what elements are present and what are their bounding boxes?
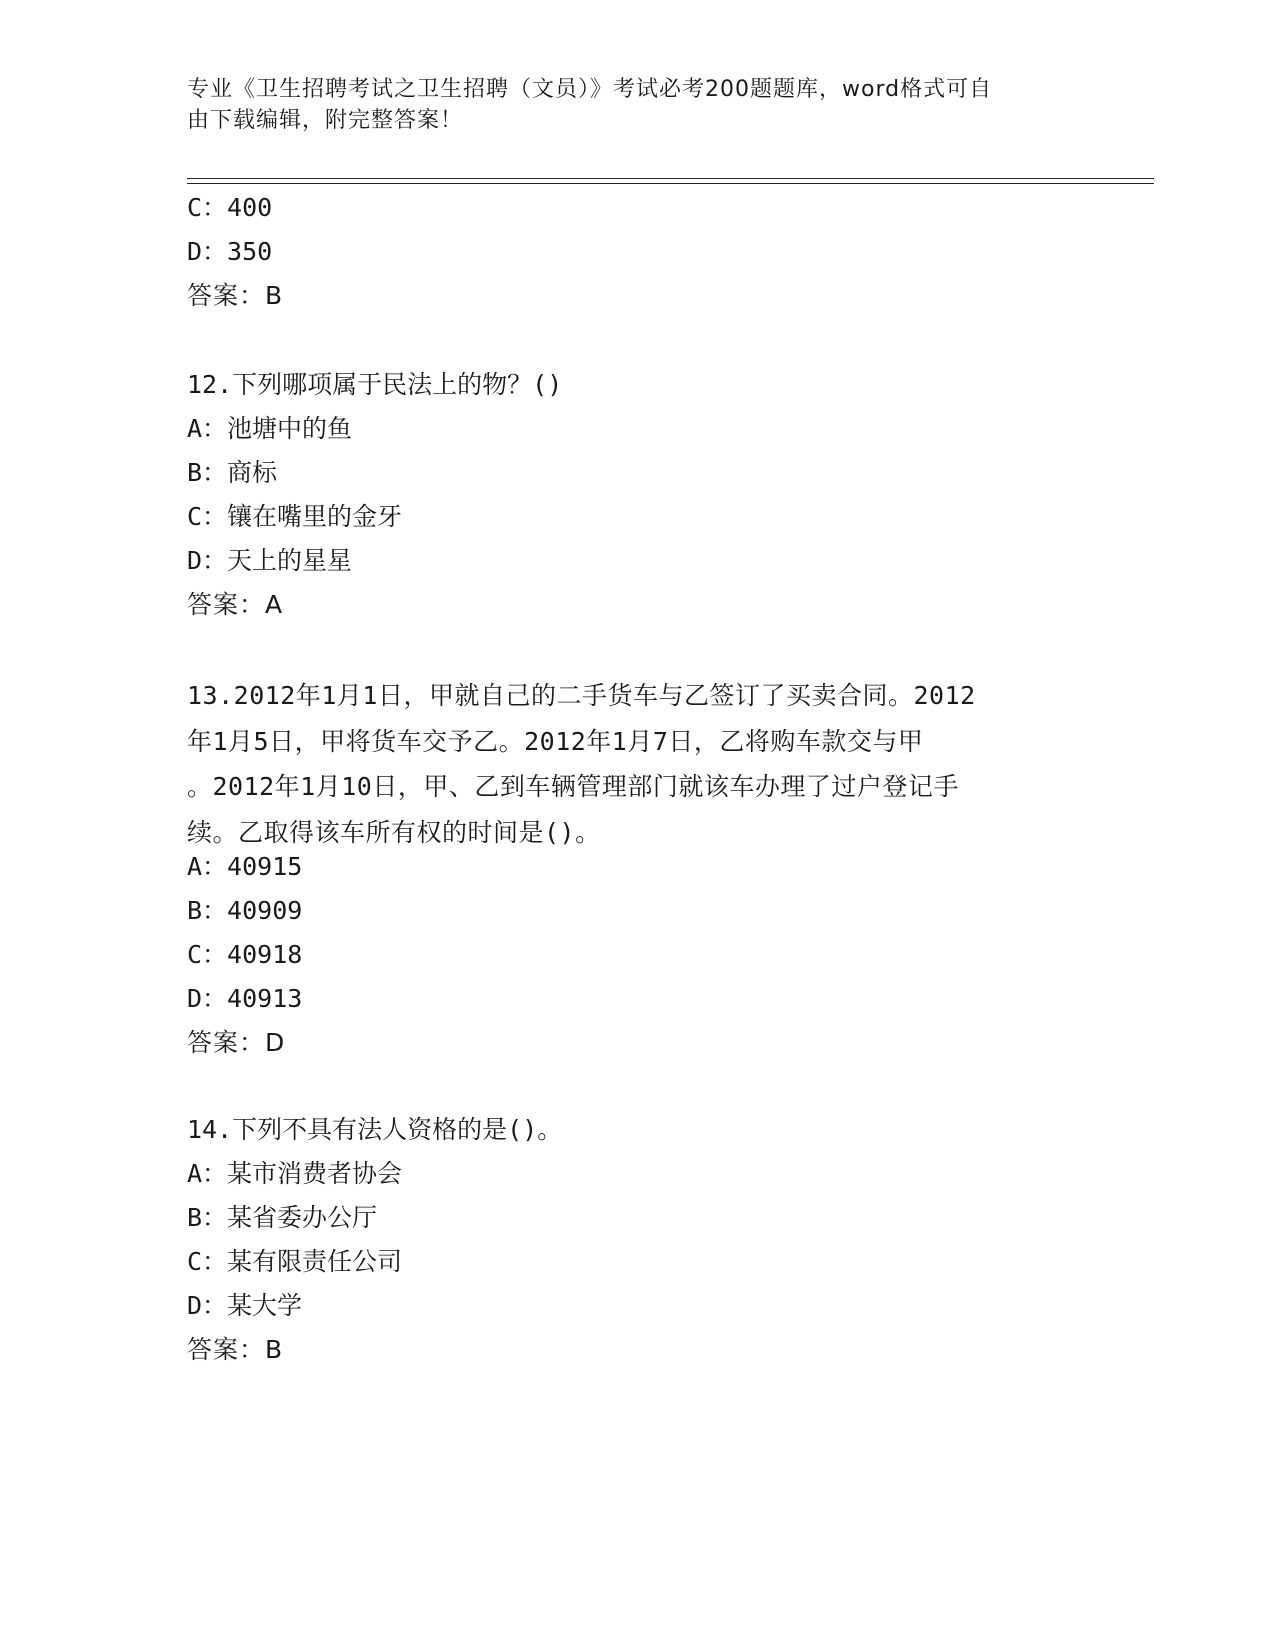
header-line-1: 专业《卫生招聘考试之卫生招聘（文员）》考试必考200题题库，word格式可自 — [187, 77, 993, 102]
q14-option-c: C：某有限责任公司 — [187, 1247, 403, 1276]
header-divider-top — [187, 178, 1154, 179]
q14-option-b: B：某省委办公厅 — [187, 1203, 378, 1232]
q14-option-d: D：某大学 — [187, 1291, 303, 1320]
document-header — [187, 74, 1067, 136]
q13-answer: 答案：D — [187, 1028, 286, 1057]
q13-stem-line-3: 。2012年1月10日，甲、乙到车辆管理部门就该车办理了过户登记手 — [187, 772, 959, 801]
header-divider-bottom — [187, 183, 1154, 184]
q12-answer: 答案：A — [187, 590, 284, 619]
q13-stem — [187, 673, 1087, 855]
q12-option-c: C：镶在嘴里的金牙 — [187, 502, 403, 531]
q13-option-d: D：40913 — [187, 984, 303, 1013]
q13-stem-line-1: 13.2012年1月1日，甲就自己的二手货车与乙签订了买卖合同。2012 — [187, 681, 976, 710]
q12-option-a: A：池塘中的鱼 — [187, 414, 353, 443]
q13-option-a: A：40915 — [187, 852, 303, 881]
header-line-2: 由下载编辑，附完整答案！ — [187, 108, 464, 133]
q12-option-b: B：商标 — [187, 458, 278, 487]
prev-option-d: D：350 — [187, 237, 273, 266]
prev-answer: 答案：B — [187, 281, 284, 310]
q14-option-a: A：某市消费者协会 — [187, 1159, 403, 1188]
q13-option-c: C：40918 — [187, 940, 303, 969]
prev-option-c: C：400 — [187, 193, 273, 222]
q12-option-d: D：天上的星星 — [187, 546, 353, 575]
q12-stem: 12.下列哪项属于民法上的物？() — [187, 370, 563, 399]
q14-stem: 14.下列不具有法人资格的是()。 — [187, 1115, 563, 1144]
q13-stem-line-2: 年1月5日，甲将货车交予乙。2012年1月7日，乙将购车款交与甲 — [187, 726, 924, 756]
q13-stem-line-4: 续。乙取得该车所有权的时间是()。 — [187, 817, 601, 847]
q13-option-b: B：40909 — [187, 896, 303, 925]
q14-answer: 答案：B — [187, 1335, 284, 1364]
